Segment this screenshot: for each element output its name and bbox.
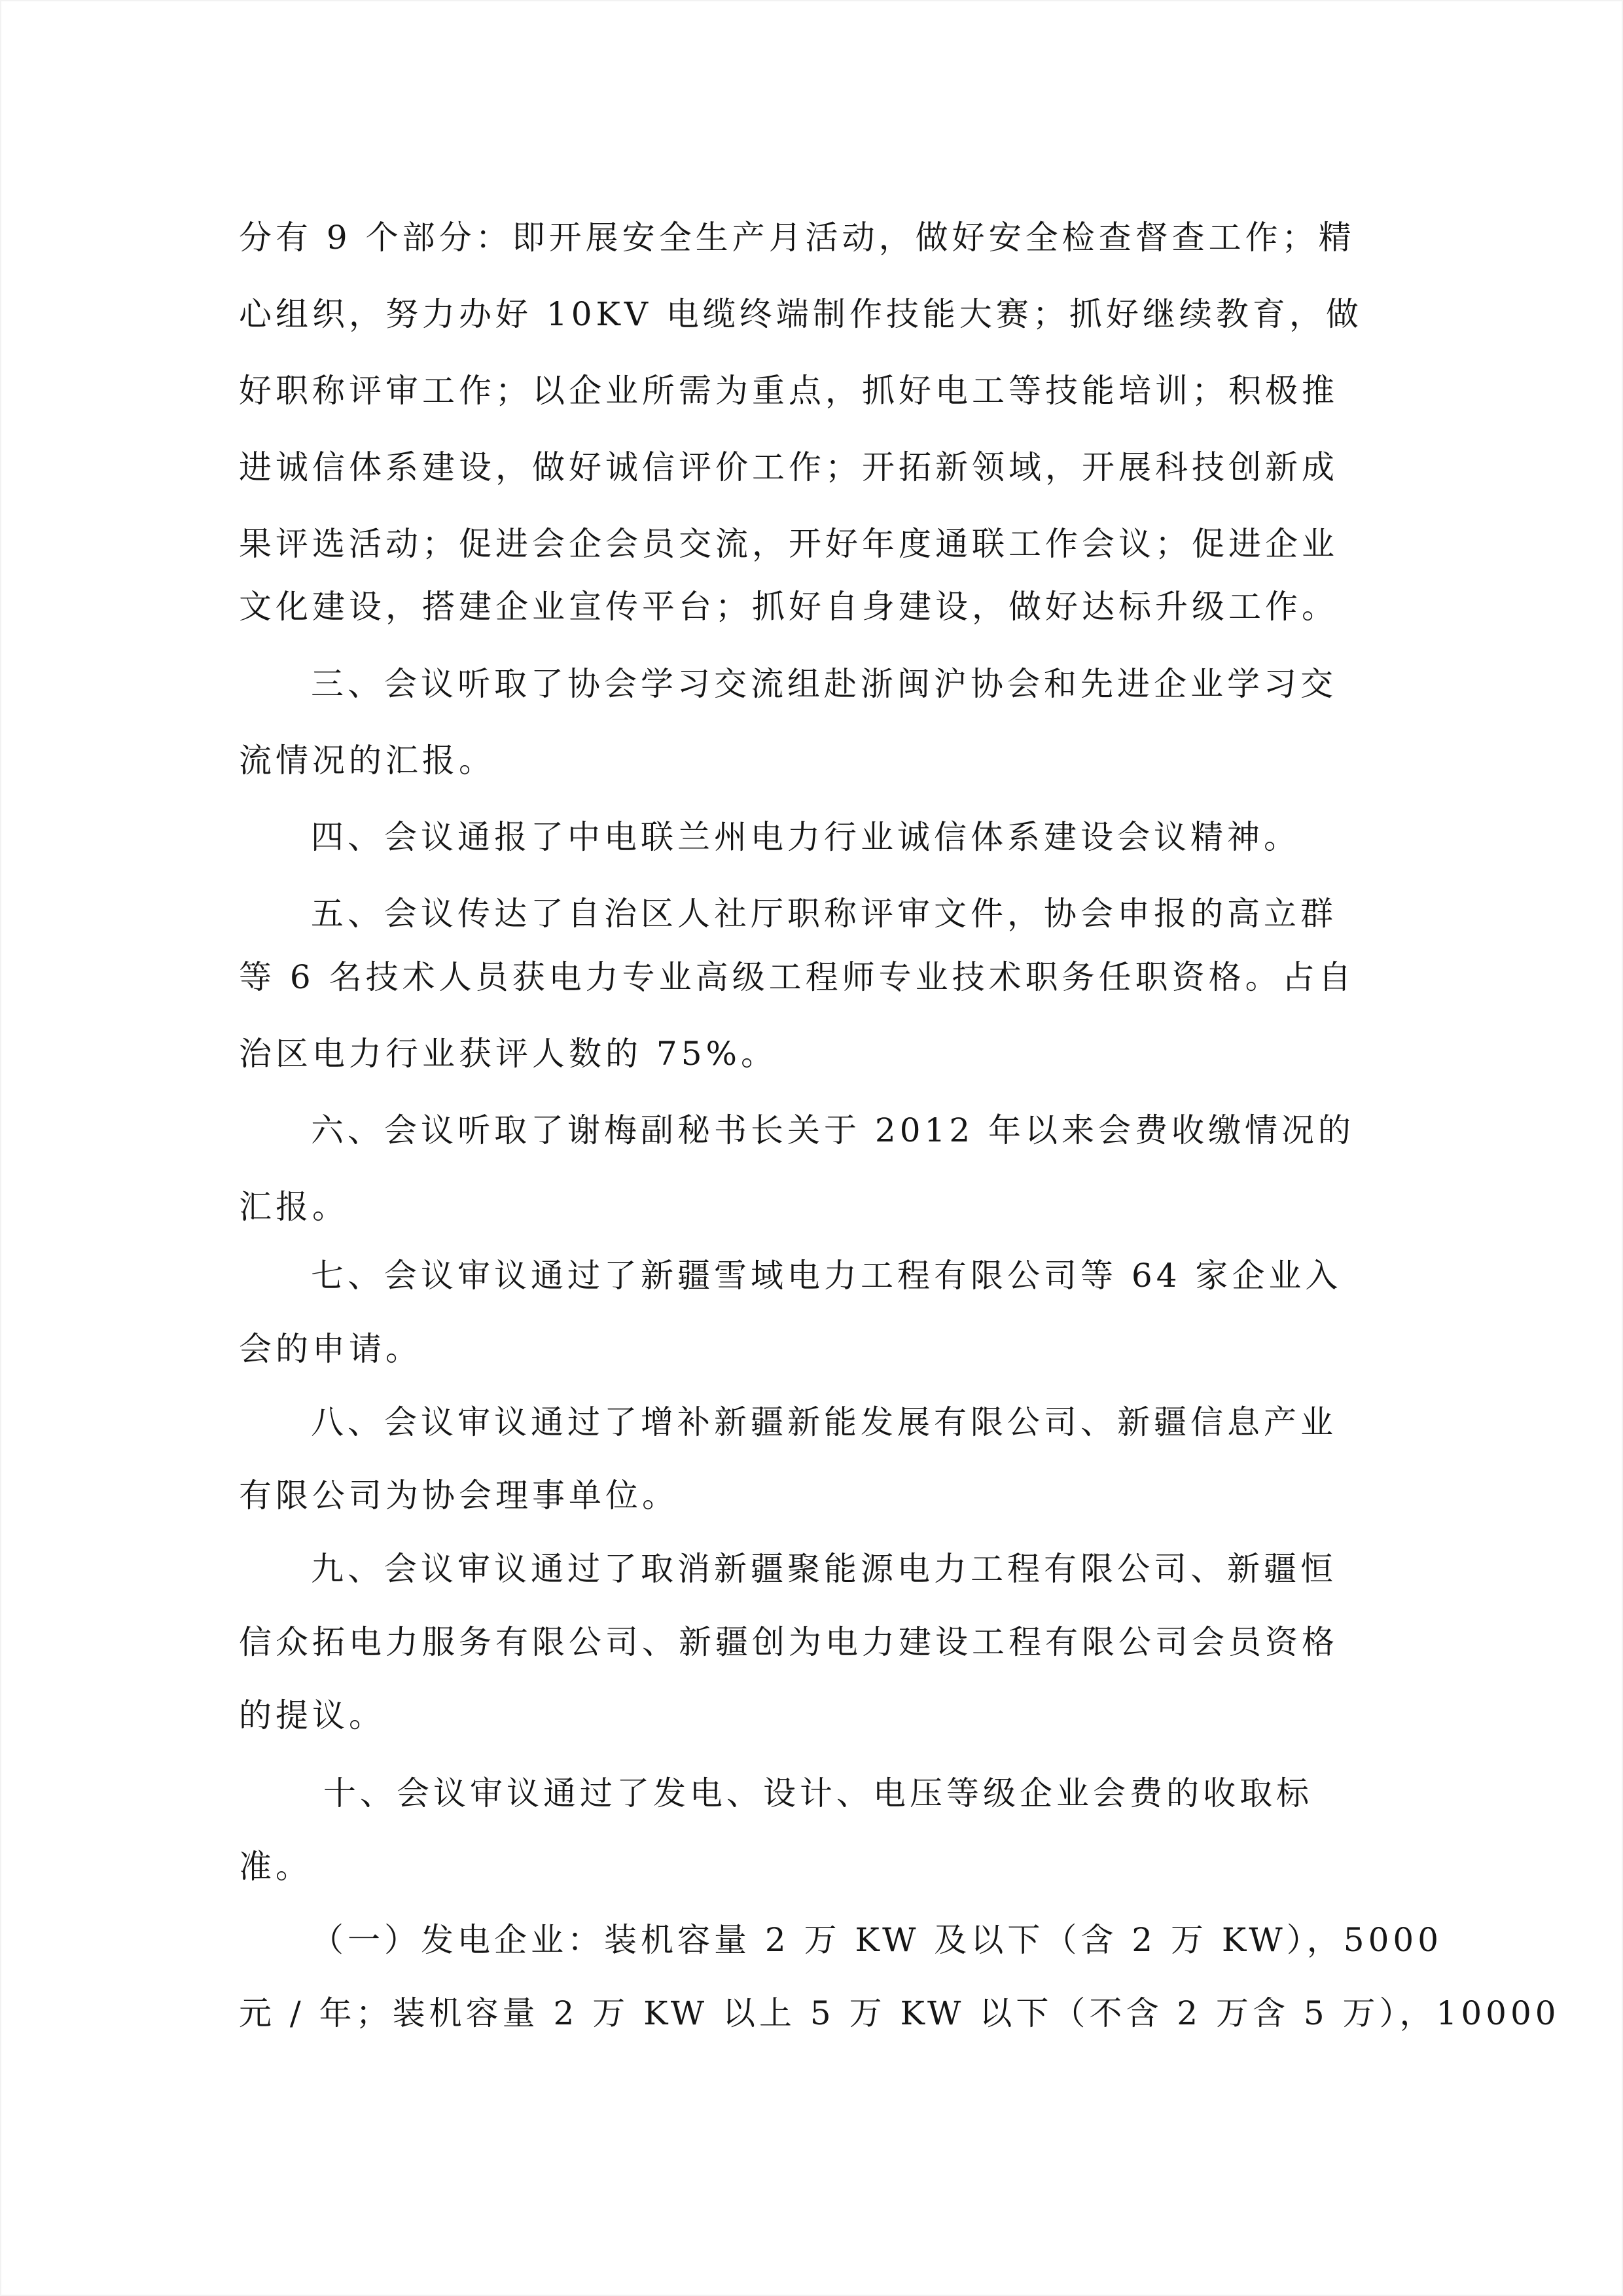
item-ten-line: 准。: [239, 1848, 312, 1886]
item-seven-line: 七、会议审议通过了新疆雪域电力工程有限公司等 64 家企业入: [311, 1257, 1342, 1295]
body-text-line: 进诚信体系建设，做好诚信评价工作；开拓新领域，开展科技创新成: [239, 448, 1338, 486]
body-text-line: 好职称评审工作；以企业所需为重点，抓好电工等技能培训；积极推: [239, 372, 1338, 410]
item-nine-line: 九、会议审议通过了取消新疆聚能源电力工程有限公司、新疆恒: [311, 1550, 1337, 1588]
item-three-line: 三、会议听取了协会学习交流组赴浙闽沪协会和先进企业学习交: [311, 665, 1337, 703]
item-eight-line: 八、会议审议通过了增补新疆新能发展有限公司、新疆信息产业: [311, 1403, 1337, 1441]
body-text-line: 分有 9 个部分：即开展安全生产月活动，做好安全检查督查工作；精: [239, 219, 1355, 257]
item-six-line: 六、会议听取了谢梅副秘书长关于 2012 年以来会费收缴情况的: [311, 1111, 1355, 1149]
item-ten-line: 十、会议审议通过了发电、设计、电压等级企业会费的收取标: [323, 1774, 1313, 1812]
item-seven-line: 会的申请。: [239, 1330, 422, 1368]
item-five-line: 治区电力行业获评人数的 75%。: [239, 1035, 778, 1073]
item-eight-line: 有限公司为协会理事单位。: [239, 1477, 679, 1515]
body-text-line: 文化建设，搭建企业宣传平台；抓好自身建设，做好达标升级工作。: [239, 588, 1338, 626]
item-five-line: 等 6 名技术人员获电力专业高级工程师专业技术职务任职资格。占自: [239, 958, 1355, 996]
body-text-line: 果评选活动；促进会企会员交流，开好年度通联工作会议；促进企业: [239, 525, 1338, 563]
fee-standard-line: 元 / 年；装机容量 2 万 KW 以上 5 万 KW 以下（不含 2 万含 5 万），10000: [239, 1994, 1560, 2032]
item-five-line: 五、会议传达了自治区人社厅职称评审文件，协会申报的高立群: [311, 895, 1337, 933]
item-six-line: 汇报。: [239, 1188, 349, 1226]
item-four-line: 四、会议通报了中电联兰州电力行业诚信体系建设会议精神。: [311, 818, 1300, 856]
item-three-line: 流情况的汇报。: [239, 742, 495, 780]
fee-standard-line: （一）发电企业：装机容量 2 万 KW 及以下（含 2 万 KW），5000: [311, 1921, 1443, 1959]
item-nine-line: 信众拓电力服务有限公司、新疆创为电力建设工程有限公司会员资格: [239, 1623, 1338, 1661]
item-nine-line: 的提议。: [239, 1696, 385, 1734]
body-text-line: 心组织，努力办好 10KV 电缆终端制作技能大赛；抓好继续教育，做: [239, 295, 1363, 333]
